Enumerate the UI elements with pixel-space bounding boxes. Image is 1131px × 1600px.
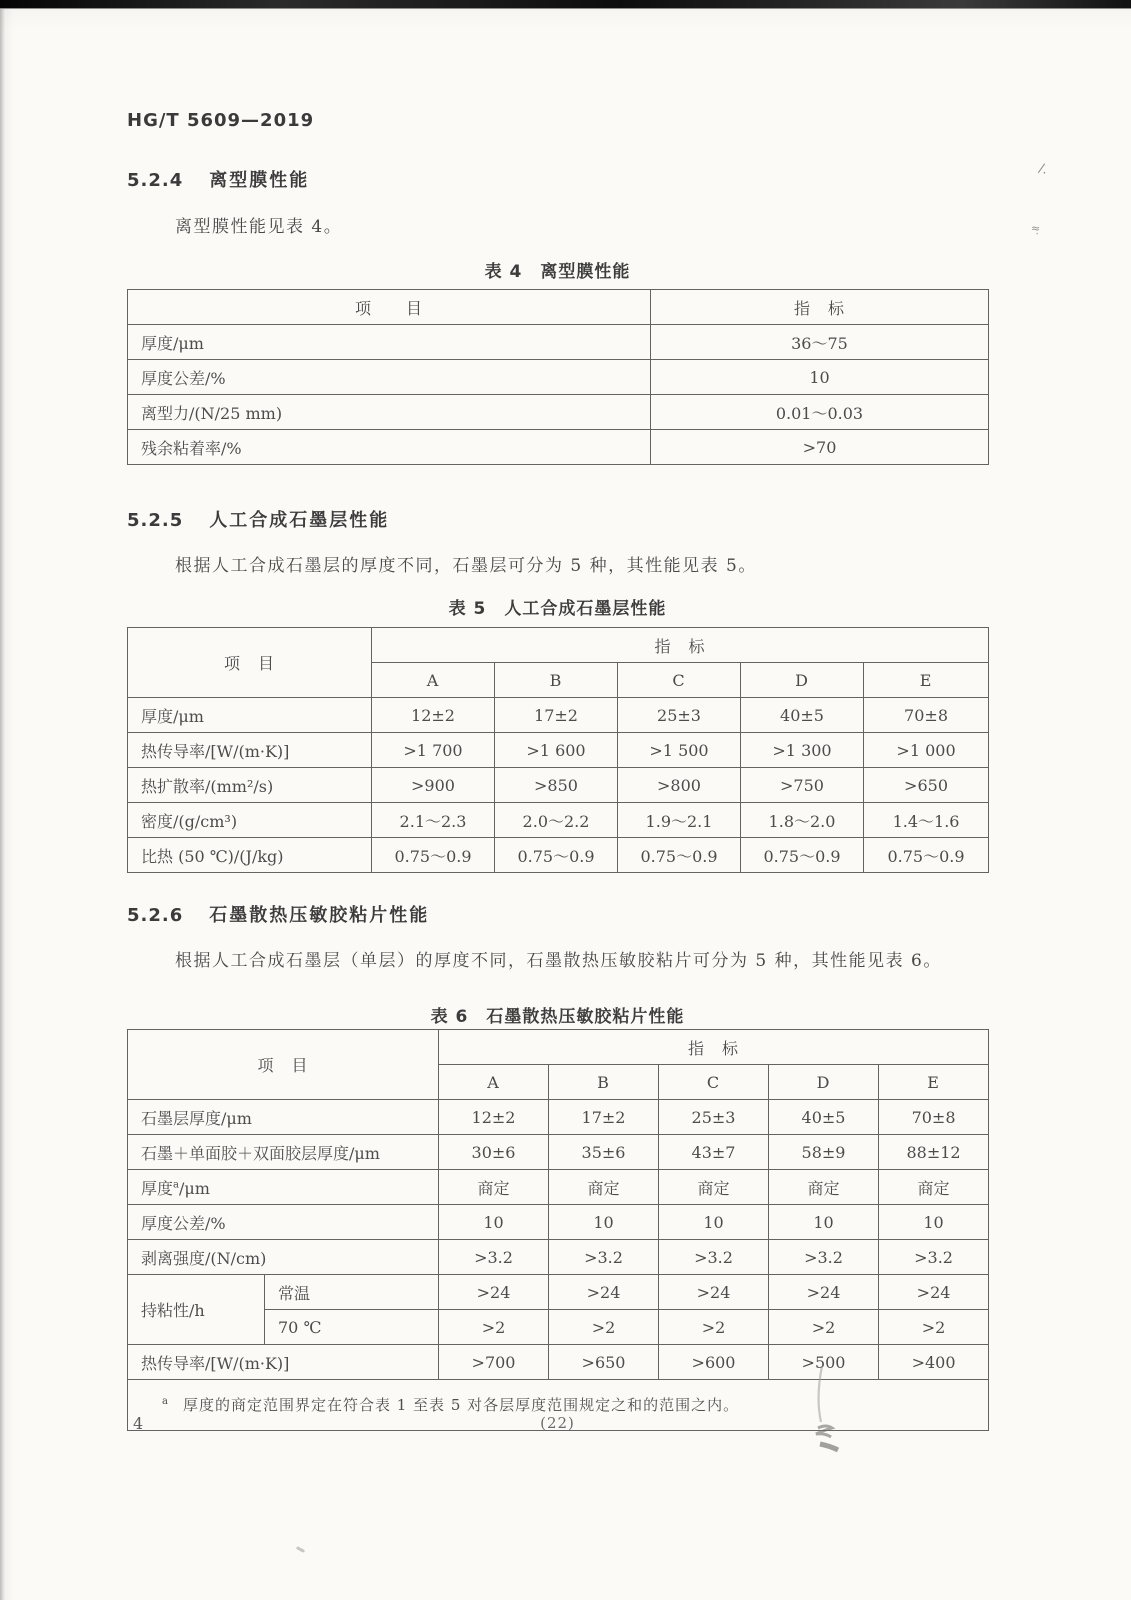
value-cell: >70 [651, 430, 989, 465]
table-row [128, 325, 989, 360]
value-cell: 2.0～2.2 [495, 803, 618, 838]
value-cell: >24 [769, 1275, 879, 1310]
value-cell: 0.75～0.9 [618, 838, 741, 873]
value-cell: 商定 [439, 1170, 549, 1205]
row-label: 剥离强度/(N/cm) [128, 1240, 439, 1275]
value-cell: >24 [549, 1275, 659, 1310]
row-label: 石墨层厚度/μm [128, 1100, 439, 1135]
table-row [128, 395, 989, 430]
value-cell: 2.1～2.3 [372, 803, 495, 838]
section-heading-526 [127, 901, 429, 927]
grade-header: D [741, 663, 864, 698]
section-title: 离型膜性能 [209, 170, 310, 191]
grade-header: C [659, 1065, 769, 1100]
row-label-with-footnote [128, 1170, 439, 1205]
value-cell: 58±9 [769, 1135, 879, 1170]
grade-header: C [618, 663, 741, 698]
table-row [128, 803, 989, 838]
row-label: 比热 (50 ℃)/(J/kg) [128, 838, 372, 873]
value-cell: 10 [659, 1205, 769, 1240]
table-row [128, 1170, 989, 1205]
value-cell: >2 [769, 1310, 879, 1345]
value-cell: >700 [439, 1345, 549, 1380]
value-cell: 0.01～0.03 [651, 395, 989, 430]
paragraph-526: 根据人工合成石墨层（单层）的厚度不同，石墨散热压敏胶粘片可分为 5 种，其性能见表 6。 [175, 951, 942, 971]
row-label: 热传导率/[W/(m·K)] [128, 1345, 439, 1380]
section-number: 5.2.5 [127, 510, 184, 531]
value-cell: 10 [769, 1205, 879, 1240]
value-cell: >750 [741, 768, 864, 803]
value-cell: >1 600 [495, 733, 618, 768]
table4-header-index: 指 标 [651, 290, 989, 325]
value-cell: >3.2 [439, 1240, 549, 1275]
value-cell: 25±3 [659, 1100, 769, 1135]
section-heading-525 [127, 506, 389, 532]
table-row [128, 430, 989, 465]
table-row [128, 768, 989, 803]
table-row [128, 1275, 989, 1310]
table-row [128, 1205, 989, 1240]
section-title: 人工合成石墨层性能 [209, 510, 390, 531]
value-cell: 30±6 [439, 1135, 549, 1170]
value-cell: 12±2 [439, 1100, 549, 1135]
value-cell: 12±2 [372, 698, 495, 733]
value-cell: 10 [879, 1205, 989, 1240]
value-cell: 35±6 [549, 1135, 659, 1170]
value-cell: >600 [659, 1345, 769, 1380]
value-cell: 0.75～0.9 [741, 838, 864, 873]
table4-header-item: 项 目 [128, 290, 651, 325]
table-row [128, 360, 989, 395]
value-cell: >3.2 [659, 1240, 769, 1275]
table4-title: 表 4 离型膜性能 [484, 262, 631, 282]
value-cell: 1.9～2.1 [618, 803, 741, 838]
row-label: 厚度/μm [128, 325, 651, 360]
grade-header: A [372, 663, 495, 698]
value-cell: 36～75 [651, 325, 989, 360]
table-row [128, 838, 989, 873]
section-title: 石墨散热压敏胶粘片性能 [209, 905, 430, 926]
table5-header-index: 指 标 [372, 628, 989, 663]
value-cell: >1 700 [372, 733, 495, 768]
value-cell: 88±12 [879, 1135, 989, 1170]
row-label: 离型力/(N/25 mm) [128, 395, 651, 430]
value-cell: >900 [372, 768, 495, 803]
value-cell: >1 500 [618, 733, 741, 768]
value-cell: 商定 [549, 1170, 659, 1205]
table6-header-item: 项 目 [128, 1030, 439, 1100]
table-row [128, 733, 989, 768]
row-label-text: 厚度 [141, 1178, 174, 1198]
group-label: 持粘性/h [128, 1275, 265, 1345]
value-cell: >2 [659, 1310, 769, 1345]
footnote-ref: a [173, 1179, 179, 1191]
value-cell: >400 [879, 1345, 989, 1380]
grade-header: E [879, 1065, 989, 1100]
value-cell: 商定 [659, 1170, 769, 1205]
row-label: 密度/(g/cm³) [128, 803, 372, 838]
table5-title: 表 5 人工合成石墨层性能 [448, 599, 667, 619]
paragraph-524: 离型膜性能见表 4。 [175, 217, 343, 237]
value-cell: >650 [549, 1345, 659, 1380]
row-label: 厚度公差/% [128, 1205, 439, 1240]
row-label-unit: /μm [178, 1178, 210, 1198]
value-cell: >3.2 [769, 1240, 879, 1275]
value-cell: >1 000 [864, 733, 989, 768]
grade-header: B [495, 663, 618, 698]
value-cell: 25±3 [618, 698, 741, 733]
scan-dark-edge [0, 0, 1131, 9]
page-number: 4 [133, 1414, 144, 1433]
value-cell: >2 [879, 1310, 989, 1345]
value-cell: >1 300 [741, 733, 864, 768]
section-number: 5.2.4 [127, 170, 184, 191]
sub-label: 70 ℃ [265, 1310, 439, 1345]
table5-header-item: 项 目 [128, 628, 372, 698]
table-row [128, 1135, 989, 1170]
scan-left-shadow [0, 0, 5, 1600]
value-cell: 40±5 [769, 1100, 879, 1135]
value-cell: 商定 [879, 1170, 989, 1205]
value-cell: >2 [549, 1310, 659, 1345]
value-cell: >2 [439, 1310, 549, 1345]
value-cell: 17±2 [549, 1100, 659, 1135]
value-cell: 0.75～0.9 [864, 838, 989, 873]
paragraph-525: 根据人工合成石墨层的厚度不同，石墨层可分为 5 种，其性能见表 5。 [175, 556, 757, 576]
value-cell: >850 [495, 768, 618, 803]
value-cell: 43±7 [659, 1135, 769, 1170]
table6-header-index: 指 标 [439, 1030, 989, 1065]
value-cell: 10 [651, 360, 989, 395]
value-cell: 10 [439, 1205, 549, 1240]
table-row [128, 698, 989, 733]
value-cell: 0.75～0.9 [372, 838, 495, 873]
margin-pencil-tick-icon: ≈̣ [1030, 221, 1041, 236]
row-label: 热扩散率/(mm²/s) [128, 768, 372, 803]
value-cell: >800 [618, 768, 741, 803]
table6-title: 表 6 石墨散热压敏胶粘片性能 [430, 1007, 685, 1027]
value-cell: >24 [879, 1275, 989, 1310]
value-cell: >500 [769, 1345, 879, 1380]
value-cell: 0.75～0.9 [495, 838, 618, 873]
value-cell: >24 [439, 1275, 549, 1310]
value-cell: 1.8～2.0 [741, 803, 864, 838]
margin-pencil-tick-icon: ∕. [1036, 161, 1050, 178]
scan-speck-icon [296, 1546, 305, 1553]
value-cell: 70±8 [879, 1100, 989, 1135]
value-cell: >3.2 [879, 1240, 989, 1275]
table-4 [127, 289, 989, 465]
table-row [128, 1240, 989, 1275]
value-cell: 17±2 [495, 698, 618, 733]
grade-header: A [439, 1065, 549, 1100]
value-cell: >650 [864, 768, 989, 803]
value-cell: >3.2 [549, 1240, 659, 1275]
value-cell: 10 [549, 1205, 659, 1240]
sub-label: 常温 [265, 1275, 439, 1310]
row-label: 厚度公差/% [128, 360, 651, 395]
row-label: 热传导率/[W/(m·K)] [128, 733, 372, 768]
standard-number: HG/T 5609—2019 [127, 110, 315, 131]
sheet-number: (22) [540, 1414, 575, 1432]
value-cell: 70±8 [864, 698, 989, 733]
row-label: 厚度/μm [128, 698, 372, 733]
row-label: 残余粘着率/% [128, 430, 651, 465]
value-cell: 1.4～1.6 [864, 803, 989, 838]
grade-header: E [864, 663, 989, 698]
table-5 [127, 627, 989, 873]
row-label: 石墨＋单面胶＋双面胶层厚度/μm [128, 1135, 439, 1170]
pencil-smudge-icon [790, 1360, 860, 1470]
footnote-text: 厚度的商定范围界定在符合表 1 至表 5 对各层厚度范围规定之和的范围之内。 [182, 1395, 740, 1414]
value-cell: 40±5 [741, 698, 864, 733]
table-row [128, 1100, 989, 1135]
value-cell: 商定 [769, 1170, 879, 1205]
section-number: 5.2.6 [127, 905, 184, 926]
footnote-marker: a [162, 1395, 169, 1407]
section-heading-524 [127, 166, 309, 192]
grade-header: D [769, 1065, 879, 1100]
grade-header: B [549, 1065, 659, 1100]
value-cell: >24 [659, 1275, 769, 1310]
